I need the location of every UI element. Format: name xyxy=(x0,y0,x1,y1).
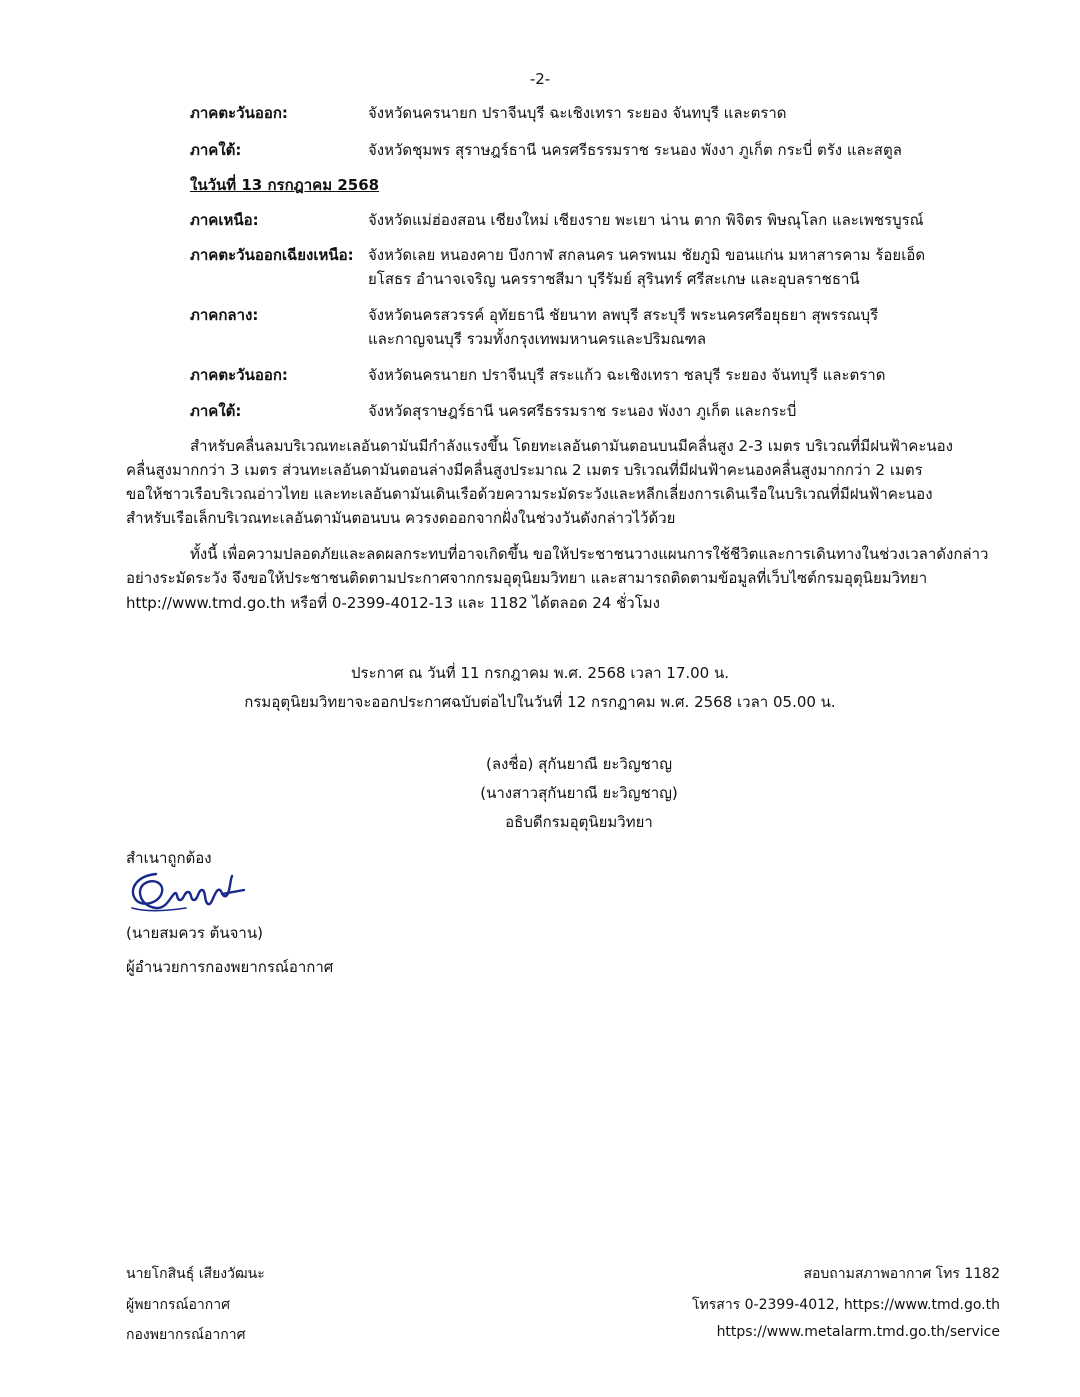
footer-forecaster-role: ผู้พยากรณ์อากาศ xyxy=(126,1297,230,1313)
region-label-east-2: ภาคตะวันออก: xyxy=(190,366,288,384)
footer-service-url: https://www.metalarm.tmd.go.th/service xyxy=(716,1324,1000,1340)
announce-line2: กรมอุตุนิยมวิทยาจะออกประกาศฉบับต่อไปในวันที่ 12 กรกฎาคม พ.ศ. 2568 เวลา 05.00 น. xyxy=(244,693,836,711)
copy-certified-label: สำเนาถูกต้อง xyxy=(126,849,212,867)
region-value-central-line1: จังหวัดนครสวรรค์ อุทัยธานี ชัยนาท ลพบุรี สระบุรี พระนครศรีอยุธยา สุพรรณบุรี xyxy=(368,306,879,324)
region-value-central-line2: และกาญจนบุรี รวมทั้งกรุงเทพมหานครและปริมณฑล xyxy=(368,330,707,348)
paragraph1-line2: คลื่นสูงมากกว่า 3 เมตร ส่วนทะเลอันดามันตอนล่างมีคลื่นสูงประมาณ 2 เมตร บริเวณที่มีฝนฟ้าคะนองคลื่นสูงมากกว่า 2 เมตร xyxy=(126,461,923,479)
announce-line1: ประกาศ ณ วันที่ 11 กรกฎาคม พ.ศ. 2568 เวลา 17.00 น. xyxy=(350,664,730,682)
page-number: -2- xyxy=(529,70,551,88)
copy-title: ผู้อำนวยการกองพยากรณ์อากาศ xyxy=(126,958,334,976)
region-value-north: จังหวัดแม่ฮ่องสอน เชียงใหม่ เชียงราย พะเยา น่าน ตาก พิจิตร พิษณุโลก และเพชรบูรณ์ xyxy=(368,211,924,229)
paragraph1-line4: สำหรับเรือเล็กบริเวณทะเลอันดามันตอนบน ควรงดออกจากฝั่งในช่วงวันดังกล่าวไว้ด้วย xyxy=(126,509,676,527)
copy-name: (นายสมควร ต้นจาน) xyxy=(126,924,263,942)
footer-forecaster-division: กองพยากรณ์อากาศ xyxy=(126,1327,246,1343)
paragraph2-line2: อย่างระมัดระวัง จึงขอให้ประชาชนติดตามประกาศจากกรมอุตุนิยมวิทยา และสามารถติดตามข้อมูลที่เว็บไซต์กรมอุตุนิยมวิทยา xyxy=(126,569,928,587)
footer-hotline: สอบถามสภาพอากาศ โทร 1182 xyxy=(803,1266,1000,1282)
signed-name: (นางสาวสุกันยาณี ยะวิญชาญ) xyxy=(480,784,678,802)
footer-forecaster-name: นายโกสินธุ์ เสียงวัฒนะ xyxy=(126,1266,265,1282)
region-value-south-2: จังหวัดสุราษฎร์ธานี นครศรีธรรมราช ระนอง พังงา ภูเก็ต และกระบี่ xyxy=(368,402,797,420)
paragraph1-line3: ขอให้ชาวเรือบริเวณอ่าวไทย และทะเลอันดามันเดินเรือด้วยความระมัดระวังและหลีกเลี่ยงการเดินเรือในบริเวณที่มีฝนฟ้าคะนอง xyxy=(126,485,933,503)
signed-line: (ลงชื่อ) สุกันยาณี ยะวิญชาญ xyxy=(486,755,672,773)
region-value-northeast-line1: จังหวัดเลย หนองคาย บึงกาฬ สกลนคร นครพนม ชัยภูมิ ขอนแก่น มหาสารคาม ร้อยเอ็ด xyxy=(368,246,926,264)
region-label-south: ภาคใต้: xyxy=(190,141,242,159)
handwritten-signature xyxy=(126,868,246,914)
region-label-northeast: ภาคตะวันออกเฉียงเหนือ: xyxy=(190,246,354,264)
footer-fax-website: โทรสาร 0-2399-4012, https://www.tmd.go.th xyxy=(692,1297,1000,1313)
region-label-north: ภาคเหนือ: xyxy=(190,211,259,229)
paragraph1-line1: สำหรับคลื่นลมบริเวณทะเลอันดามันมีกำลังแรงขึ้น โดยทะเลอันดามันตอนบนมีคลื่นสูง 2-3 เมตร บริเวณที่มีฝนฟ้าคะนอง xyxy=(190,437,953,455)
paragraph2-line3: http://www.tmd.go.th หรือที่ 0-2399-4012-13 และ 1182 ได้ตลอด 24 ชั่วโมง xyxy=(126,594,660,612)
region-label-east: ภาคตะวันออก: xyxy=(190,104,288,122)
region-value-east: จังหวัดนครนายก ปราจีนบุรี ฉะเชิงเทรา ระยอง จันทบุรี และตราด xyxy=(368,104,787,122)
date-heading: ในวันที่ 13 กรกฎาคม 2568 xyxy=(190,176,380,194)
region-value-northeast-line2: ยโสธร อำนาจเจริญ นครราชสีมา บุรีรัมย์ สุรินทร์ ศรีสะเกษ และอุบลราชธานี xyxy=(368,270,860,288)
region-value-east-2: จังหวัดนครนายก ปราจีนบุรี สระแก้ว ฉะเชิงเทรา ชลบุรี ระยอง จันทบุรี และตราด xyxy=(368,366,886,384)
signed-title: อธิบดีกรมอุตุนิยมวิทยา xyxy=(505,813,653,831)
region-label-south-2: ภาคใต้: xyxy=(190,402,242,420)
region-value-south: จังหวัดชุมพร สุราษฎร์ธานี นครศรีธรรมราช ระนอง พังงา ภูเก็ต กระบี่ ตรัง และสตูล xyxy=(368,141,902,159)
region-label-central: ภาคกลาง: xyxy=(190,306,259,324)
paragraph2-line1: ทั้งนี้ เพื่อความปลอดภัยและลดผลกระทบที่อาจเกิดขึ้น ขอให้ประชาชนวางแผนการใช้ชีวิตและการเดินทางในช่วงเวลาดังกล่าว xyxy=(190,545,989,563)
